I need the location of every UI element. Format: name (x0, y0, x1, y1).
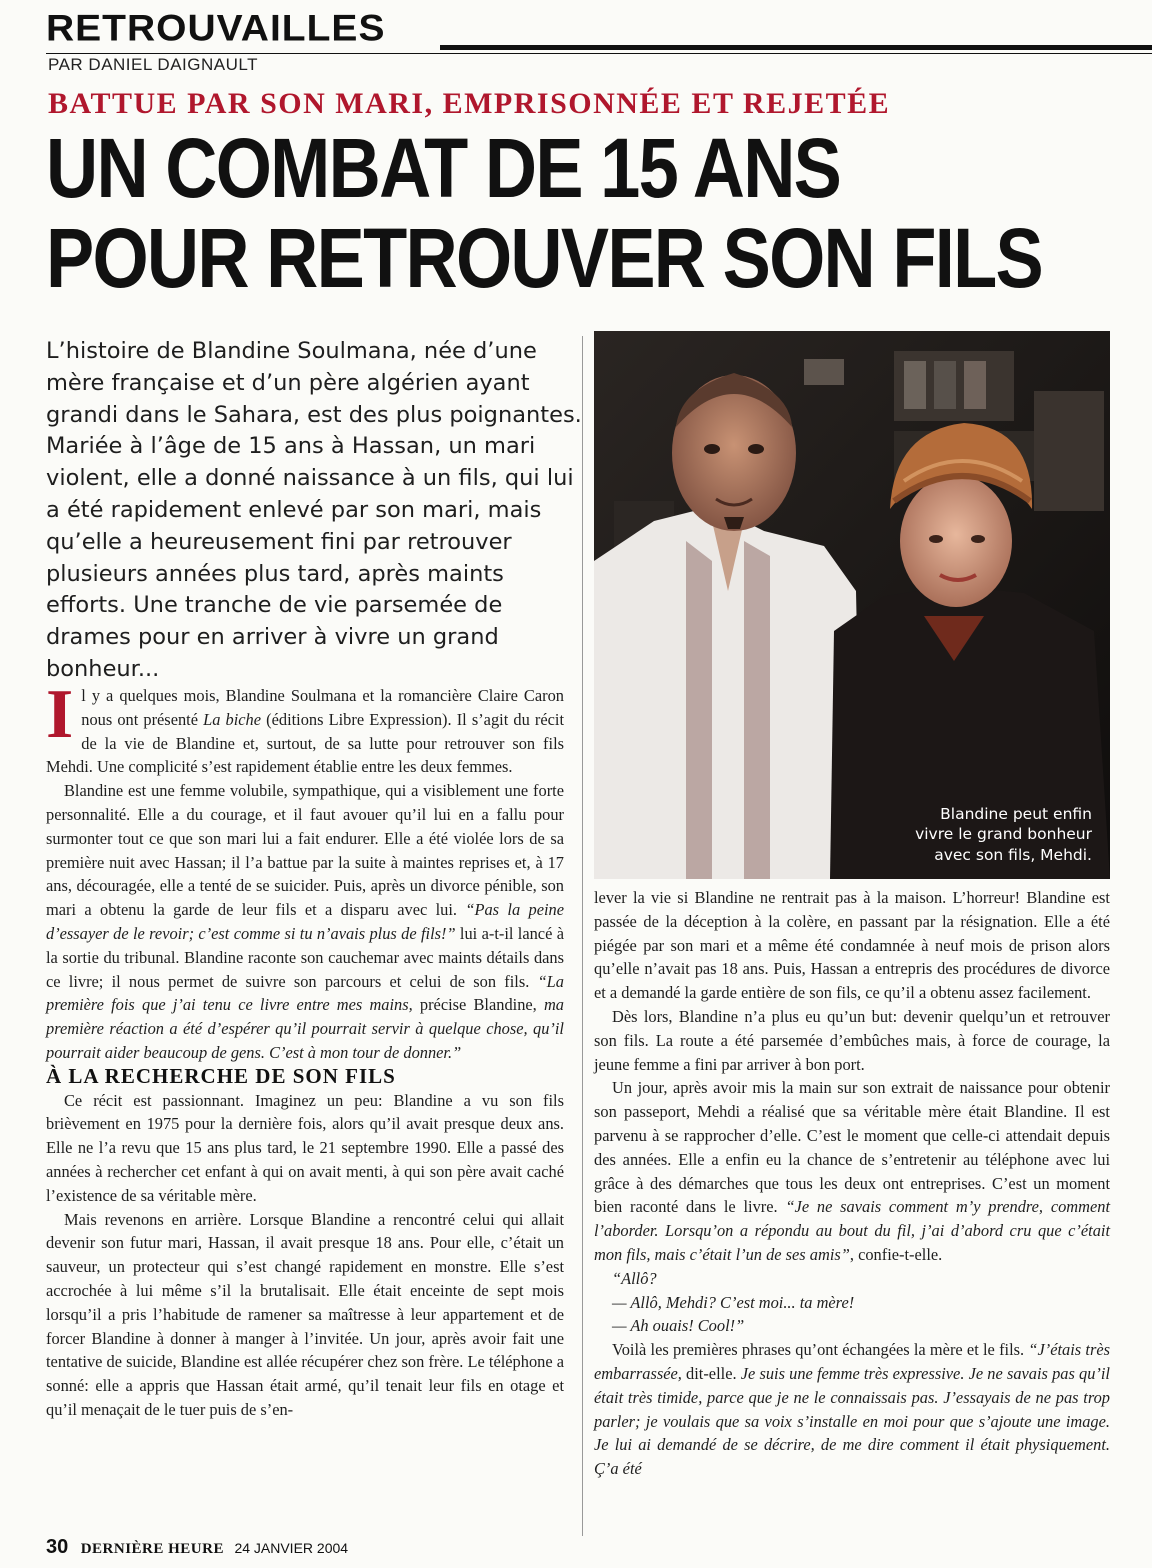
caption-line-3: avec son fils, Mehdi. (934, 845, 1092, 864)
article-column-right (594, 886, 1110, 1481)
headline-line-2: POUR RETROUVER SON FILS (46, 211, 1042, 305)
byline: PAR DANIEL DAIGNAULT (48, 55, 258, 74)
photo-illustration (594, 331, 1110, 879)
paragraph-4: Mais revenons en arrière. Lorsque Blandine a rencontré celui qui allait devenir son futur mari, Hassan, il avait presque 18 ans. Pour elle, c’était un sauveur, un protecteur qui s’est changé rapidement en monstre. Elle s’est accrochée à lui même s’il la brutalisait. Elle était enceinte de sept mois lorsqu’il a pris l’habitude de ramener sa maîtresse à leur appartement et de forcer Blandine à donner à manger à l’invitée. Un jour, après avoir fait une tentative de suicide, Blandine est allée récupérer chez son frère. Le téléphone a sonné: elle a appris que Hassan était armé, qu’il tenait leur fils en otage et qu’il menaçait de le tuer puis de s’en- (46, 1209, 564, 1419)
intro-paragraph: L’histoire de Blandine Soulmana, née d’une mère française et d’un père algérien ayant grandi dans le Sahara, est des plus poignantes. Mariée à l’âge de 15 ans à Hassan, un mari violent, elle a donné naissance à un fils, qui lui a été rapidement enlevé par son mari, mais qu’elle a heureusement fini par retrouver plusieurs années plus tard, après maints efforts. Une tranche de vie parsemée de drames pour en arriver à vivre un grand bonheur... (46, 338, 582, 682)
page-number: 30 (46, 1536, 69, 1558)
issue-date: 24 JANVIER 2004 (234, 1540, 349, 1556)
dialogue-line-2: — Allô, Mehdi? C’est moi... ta mère! (612, 1292, 855, 1312)
dialogue-line-1: “Allô? (612, 1268, 657, 1288)
kicker: BATTUE PAR SON MARI, EMPRISONNÉE ET REJETÉE (48, 87, 891, 120)
publication-name: DERNIÈRE HEURE (80, 1541, 224, 1557)
drop-cap: I (46, 676, 74, 753)
headline-line-1: UN COMBAT DE 15 ANS (46, 121, 841, 215)
rubric-rule (440, 45, 1152, 50)
paragraph-1: Il y a quelques mois, Blandine Soulmana et la romancière Claire Caron nous ont présenté La biche (éditions Libre Expression). Il s’agit du récit de la vie de Blandine et, surtout, de sa lutte pour retrouver son fils Mehdi. Une complicité s’est rapidement établie entre les deux femmes. (46, 676, 564, 777)
section-rubric: RETROUVAILLES (46, 8, 386, 49)
paragraph-8: Voilà les premières phrases qu’ont échangées la mère et le fils. “J’étais très embarrassée, dit-elle. Je suis une femme très expressive. Je ne savais pas qu’il était très timide, parce que je ne le connaissais pas. J’essayais de ne pas trop parler; je voulais que sa voix s’installe en moi pour que s’ajoute une image. Je lui ai demandé de se décrire, de me dire comment il était physiquement. Ç’a été (594, 1340, 1110, 1479)
paragraph-6: Dès lors, Blandine n’a plus eu qu’un but: devenir quelqu’un et retrouver son fils. La route a été parsemée d’embûches mais, à force de courage, la jeune femme a fini par arriver à bon port. (594, 1006, 1110, 1074)
rubric-thin-rule (46, 53, 1152, 54)
headline (46, 123, 1042, 303)
paragraph-5: lever la vie si Blandine ne rentrait pas à la maison. L’horreur! Blandine est passée de la déception à la colère, en passant par la résignation. Elle a été piégée par son mari et a même été condamnée à neuf mois de prison alors qu’elle n’avait pas 18 ans. Puis, Hassan a entrepris des procédures de divorce et a demandé la garde entière de son fils, ce qu’il a obtenu assez facilement. (594, 888, 1110, 1003)
column-divider (582, 336, 583, 1536)
photo-caption (832, 804, 1092, 866)
dialogue-line-3: — Ah ouais! Cool!” (612, 1316, 745, 1336)
caption-line-1: Blandine peut enfin (940, 804, 1092, 823)
paragraph-7: Un jour, après avoir mis la main sur son extrait de naissance pour obtenir son passeport, Mehdi a réalisé que sa véritable mère était Blandine. Il est parvenu à se rapprocher d’elle. C’est le moment que celle-ci attendait depuis des années. Elle a enfin eu la chance de s’entretenir au téléphone avec lui grâce à des démarches que tous les deux ont entreprises. C’est un moment bien raconté dans le livre. “Je ne savais comment m’y prendre, comment l’aborder. Lorsqu’on a répondu au bout du fil, j’ai d’abord cru que c’était mon fils, mais c’était l’un de ses amis”, confie-t-elle. (594, 1078, 1110, 1264)
subheading: À LA RECHERCHE DE SON FILS (46, 1063, 396, 1088)
paragraph-2: Blandine est une femme volubile, sympathique, qui a visiblement une forte personnalité. Elle a du courage, et il faut avouer qu’il lui en a fallu pour surmonter tout ce que son mari lui a fait endurer. Elle a été violée lors de sa première nuit avec Hassan; il l’a battue par la suite à maintes reprises et, à 17 ans, découragée, elle a tenté de se suicider. Puis, après un divorce pénible, son mari a obtenu la garde de leur fils et a disparu avec lui. “Pas la peine d’essayer de le revoir; c’est comme si tu n’avais plus de fils!” lui a-t-il lancé à la sortie du tribunal. Blandine raconte son cauchemar avec maints détails dans ce livre; il nous permet de suivre son parcours et celui de son fils. “La première fois que j’ai tenu ce livre entre mes mains, précise Blandine, ma première réaction a été d’espérer qu’il pourrait servir à quelque chose, qu’il pourrait aider beaucoup de gens. C’est à mon tour de donner.” (46, 781, 565, 1062)
page-footer (46, 1536, 348, 1559)
article-column-left (46, 676, 565, 1422)
article-photo (594, 331, 1110, 879)
paragraph-3: Ce récit est passionnant. Imaginez un peu: Blandine a vu son fils brièvement en 1975 pour la dernière fois, alors qu’il avait presque deux ans. Elle ne l’a revu que 15 ans plus tard, le 21 septembre 1990. Elle a passé des années à rechercher cet enfant à qui on avait menti, à qui son père avait caché l’existence de sa véritable mère. (46, 1090, 564, 1205)
caption-line-2: vivre le grand bonheur (915, 825, 1092, 843)
